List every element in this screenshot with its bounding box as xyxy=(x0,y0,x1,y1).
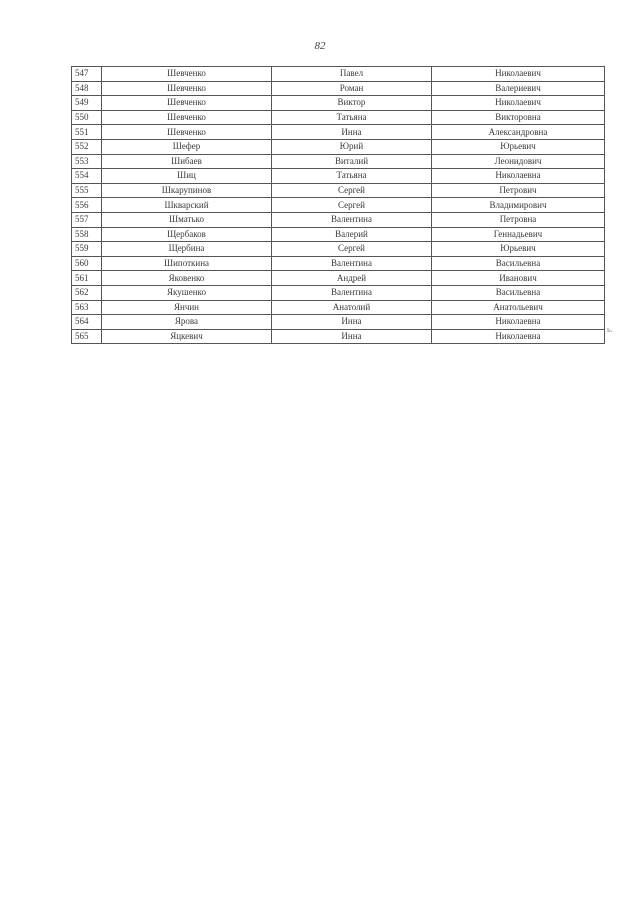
first-name-cell: Анатолий xyxy=(272,300,432,315)
first-name-cell: Татьяна xyxy=(272,169,432,184)
table-row xyxy=(72,139,605,154)
last-name-cell: Шевченко xyxy=(102,96,272,111)
row-number-cell: 548 xyxy=(72,81,102,96)
table-row xyxy=(72,242,605,257)
row-number-cell: 554 xyxy=(72,169,102,184)
patronymic-cell: Петрович xyxy=(432,183,605,198)
patronymic-cell: Николаевич xyxy=(432,96,605,111)
patronymic-cell: Геннадьевич xyxy=(432,227,605,242)
table-row xyxy=(72,169,605,184)
row-number-cell: 551 xyxy=(72,125,102,140)
last-name-cell: Шевченко xyxy=(102,81,272,96)
last-name-cell: Якушенко xyxy=(102,285,272,300)
table-row xyxy=(72,256,605,271)
last-name-cell: Шиц xyxy=(102,169,272,184)
last-name-cell: Шевченко xyxy=(102,67,272,82)
roster-body xyxy=(72,67,605,344)
table-row xyxy=(72,183,605,198)
patronymic-cell: Николаевна xyxy=(432,169,605,184)
last-name-cell: Шкарупинов xyxy=(102,183,272,198)
row-number-cell: 550 xyxy=(72,110,102,125)
patronymic-cell: Николаевич xyxy=(432,67,605,82)
patronymic-cell: Анатольевич xyxy=(432,300,605,315)
patronymic-cell: Васильевна xyxy=(432,256,605,271)
margin-mark: ь. xyxy=(607,325,613,334)
row-number-cell: 556 xyxy=(72,198,102,213)
first-name-cell: Андрей xyxy=(272,271,432,286)
last-name-cell: Яцкевич xyxy=(102,329,272,344)
first-name-cell: Роман xyxy=(272,81,432,96)
patronymic-cell: Юрьевич xyxy=(432,139,605,154)
first-name-cell: Валентина xyxy=(272,212,432,227)
last-name-cell: Яковенко xyxy=(102,271,272,286)
patronymic-cell: Викторовна xyxy=(432,110,605,125)
patronymic-cell: Иванович xyxy=(432,271,605,286)
last-name-cell: Ярова xyxy=(102,315,272,330)
row-number-cell: 549 xyxy=(72,96,102,111)
last-name-cell: Янчин xyxy=(102,300,272,315)
row-number-cell: 561 xyxy=(72,271,102,286)
patronymic-cell: Валериевич xyxy=(432,81,605,96)
table-row xyxy=(72,212,605,227)
last-name-cell: Щербина xyxy=(102,242,272,257)
patronymic-cell: Николаевна xyxy=(432,329,605,344)
table-row xyxy=(72,81,605,96)
row-number-cell: 563 xyxy=(72,300,102,315)
table-row xyxy=(72,227,605,242)
last-name-cell: Шевченко xyxy=(102,110,272,125)
table-row xyxy=(72,67,605,82)
row-number-cell: 553 xyxy=(72,154,102,169)
last-name-cell: Шевченко xyxy=(102,125,272,140)
last-name-cell: Шкварский xyxy=(102,198,272,213)
roster-table xyxy=(71,66,605,344)
first-name-cell: Виталий xyxy=(272,154,432,169)
first-name-cell: Павел xyxy=(272,67,432,82)
row-number-cell: 555 xyxy=(72,183,102,198)
first-name-cell: Татьяна xyxy=(272,110,432,125)
last-name-cell: Шматько xyxy=(102,212,272,227)
row-number-cell: 564 xyxy=(72,315,102,330)
table-row xyxy=(72,96,605,111)
first-name-cell: Инна xyxy=(272,125,432,140)
row-number-cell: 560 xyxy=(72,256,102,271)
row-number-cell: 559 xyxy=(72,242,102,257)
table-row xyxy=(72,315,605,330)
patronymic-cell: Юрьевич xyxy=(432,242,605,257)
first-name-cell: Сергей xyxy=(272,198,432,213)
row-number-cell: 557 xyxy=(72,212,102,227)
table-row xyxy=(72,285,605,300)
table-row xyxy=(72,154,605,169)
patronymic-cell: Александровна xyxy=(432,125,605,140)
row-number-cell: 547 xyxy=(72,67,102,82)
first-name-cell: Сергей xyxy=(272,183,432,198)
first-name-cell: Сергей xyxy=(272,242,432,257)
last-name-cell: Шибаев xyxy=(102,154,272,169)
first-name-cell: Валентина xyxy=(272,256,432,271)
first-name-cell: Валерий xyxy=(272,227,432,242)
last-name-cell: Щербаков xyxy=(102,227,272,242)
table-row xyxy=(72,300,605,315)
last-name-cell: Шефер xyxy=(102,139,272,154)
patronymic-cell: Петровна xyxy=(432,212,605,227)
first-name-cell: Инна xyxy=(272,315,432,330)
last-name-cell: Шипоткина xyxy=(102,256,272,271)
patronymic-cell: Леонидович xyxy=(432,154,605,169)
first-name-cell: Инна xyxy=(272,329,432,344)
table-row xyxy=(72,110,605,125)
row-number-cell: 565 xyxy=(72,329,102,344)
table-row xyxy=(72,271,605,286)
row-number-cell: 562 xyxy=(72,285,102,300)
first-name-cell: Юрий xyxy=(272,139,432,154)
row-number-cell: 558 xyxy=(72,227,102,242)
page-number: 82 xyxy=(314,40,326,52)
first-name-cell: Виктор xyxy=(272,96,432,111)
table-row xyxy=(72,329,605,344)
row-number-cell: 552 xyxy=(72,139,102,154)
patronymic-cell: Владимирович xyxy=(432,198,605,213)
patronymic-cell: Николаевна xyxy=(432,315,605,330)
first-name-cell: Валентина xyxy=(272,285,432,300)
table-row xyxy=(72,198,605,213)
patronymic-cell: Васильевна xyxy=(432,285,605,300)
table-row xyxy=(72,125,605,140)
